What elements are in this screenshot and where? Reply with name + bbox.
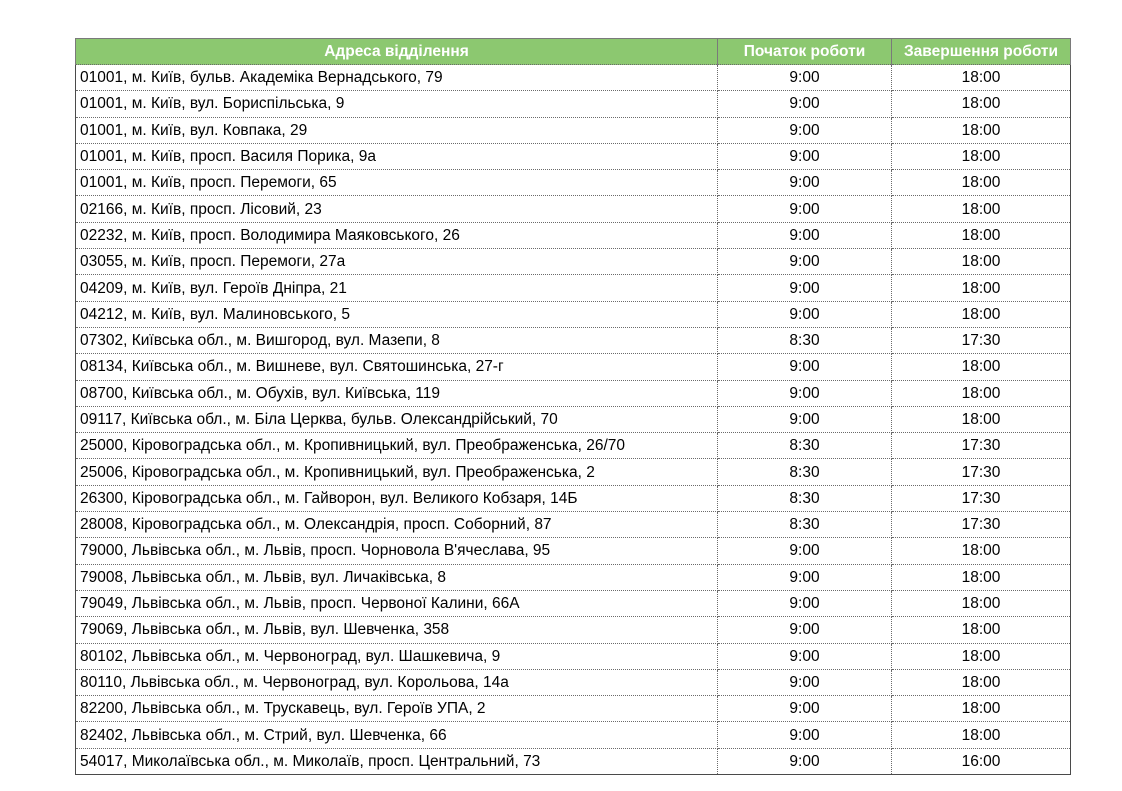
table-row [76, 222, 1071, 248]
address-cell: 79008, Львівська обл., м. Львів, вул. Личаківська, 8 [76, 564, 718, 590]
start-time-cell: 9:00 [718, 117, 892, 143]
address-cell: 80110, Львівська обл., м. Червоноград, вул. Корольова, 14а [76, 669, 718, 695]
end-time-cell: 18:00 [892, 196, 1071, 222]
end-time-cell: 18:00 [892, 249, 1071, 275]
address-cell: 82200, Львівська обл., м. Трускавець, вул. Героїв УПА, 2 [76, 696, 718, 722]
address-cell: 02232, м. Київ, просп. Володимира Маяковського, 26 [76, 222, 718, 248]
start-time-cell: 9:00 [718, 380, 892, 406]
table-row [76, 117, 1071, 143]
start-time-cell: 8:30 [718, 485, 892, 511]
table-row [76, 170, 1071, 196]
table-row [76, 301, 1071, 327]
table-row [76, 406, 1071, 432]
address-cell: 26300, Кіровоградська обл., м. Гайворон, вул. Великого Кобзаря, 14Б [76, 485, 718, 511]
start-time-cell: 9:00 [718, 406, 892, 432]
table-row [76, 722, 1071, 748]
end-time-cell: 18:00 [892, 538, 1071, 564]
start-time-cell: 9:00 [718, 222, 892, 248]
end-time-cell: 18:00 [892, 222, 1071, 248]
table-row [76, 696, 1071, 722]
start-time-cell: 9:00 [718, 696, 892, 722]
end-time-cell: 17:30 [892, 327, 1071, 353]
start-time-cell: 9:00 [718, 617, 892, 643]
column-header-address: Адреса відділення [76, 39, 718, 65]
address-cell: 02166, м. Київ, просп. Лісовий, 23 [76, 196, 718, 222]
table-row [76, 512, 1071, 538]
table-row [76, 91, 1071, 117]
end-time-cell: 18:00 [892, 380, 1071, 406]
start-time-cell: 9:00 [718, 590, 892, 616]
table-row [76, 617, 1071, 643]
start-time-cell: 9:00 [718, 643, 892, 669]
end-time-cell: 18:00 [892, 170, 1071, 196]
address-cell: 54017, Миколаївська обл., м. Миколаїв, просп. Центральний, 73 [76, 748, 718, 774]
start-time-cell: 9:00 [718, 275, 892, 301]
branches-table [75, 38, 1071, 775]
branches-table-container [75, 38, 1071, 775]
end-time-cell: 18:00 [892, 275, 1071, 301]
end-time-cell: 18:00 [892, 643, 1071, 669]
table-row [76, 669, 1071, 695]
end-time-cell: 18:00 [892, 91, 1071, 117]
start-time-cell: 8:30 [718, 327, 892, 353]
address-cell: 28008, Кіровоградська обл., м. Олександрія, просп. Соборний, 87 [76, 512, 718, 538]
address-cell: 04212, м. Київ, вул. Малиновського, 5 [76, 301, 718, 327]
start-time-cell: 8:30 [718, 459, 892, 485]
start-time-cell: 9:00 [718, 354, 892, 380]
address-cell: 09117, Київська обл., м. Біла Церква, бульв. Олександрійський, 70 [76, 406, 718, 432]
table-row [76, 380, 1071, 406]
end-time-cell: 18:00 [892, 354, 1071, 380]
table-row [76, 65, 1071, 91]
column-header-end: Завершення роботи [892, 39, 1071, 65]
address-cell: 07302, Київська обл., м. Вишгород, вул. Мазепи, 8 [76, 327, 718, 353]
address-cell: 04209, м. Київ, вул. Героїв Дніпра, 21 [76, 275, 718, 301]
end-time-cell: 17:30 [892, 459, 1071, 485]
address-cell: 79049, Львівська обл., м. Львів, просп. Червоної Калини, 66А [76, 590, 718, 616]
end-time-cell: 17:30 [892, 512, 1071, 538]
address-cell: 82402, Львівська обл., м. Стрий, вул. Шевченка, 66 [76, 722, 718, 748]
start-time-cell: 9:00 [718, 301, 892, 327]
table-row [76, 433, 1071, 459]
end-time-cell: 17:30 [892, 433, 1071, 459]
address-cell: 01001, м. Київ, просп. Перемоги, 65 [76, 170, 718, 196]
start-time-cell: 9:00 [718, 564, 892, 590]
table-body [76, 65, 1071, 775]
table-row [76, 564, 1071, 590]
address-cell: 01001, м. Київ, вул. Ковпака, 29 [76, 117, 718, 143]
table-row [76, 459, 1071, 485]
end-time-cell: 16:00 [892, 748, 1071, 774]
end-time-cell: 18:00 [892, 590, 1071, 616]
table-row [76, 327, 1071, 353]
end-time-cell: 18:00 [892, 301, 1071, 327]
end-time-cell: 18:00 [892, 669, 1071, 695]
start-time-cell: 9:00 [718, 65, 892, 91]
end-time-cell: 18:00 [892, 406, 1071, 432]
address-cell: 01001, м. Київ, вул. Бориспільська, 9 [76, 91, 718, 117]
end-time-cell: 18:00 [892, 696, 1071, 722]
address-cell: 01001, м. Київ, просп. Василя Порика, 9а [76, 143, 718, 169]
table-row [76, 590, 1071, 616]
address-cell: 25000, Кіровоградська обл., м. Кропивницький, вул. Преображенська, 26/70 [76, 433, 718, 459]
address-cell: 03055, м. Київ, просп. Перемоги, 27а [76, 249, 718, 275]
start-time-cell: 9:00 [718, 196, 892, 222]
end-time-cell: 18:00 [892, 143, 1071, 169]
table-row [76, 275, 1071, 301]
table-row [76, 196, 1071, 222]
address-cell: 08700, Київська обл., м. Обухів, вул. Київська, 119 [76, 380, 718, 406]
address-cell: 01001, м. Київ, бульв. Академіка Вернадського, 79 [76, 65, 718, 91]
address-cell: 79000, Львівська обл., м. Львів, просп. Чорновола В'ячеслава, 95 [76, 538, 718, 564]
address-cell: 25006, Кіровоградська обл., м. Кропивницький, вул. Преображенська, 2 [76, 459, 718, 485]
start-time-cell: 9:00 [718, 91, 892, 117]
table-row [76, 354, 1071, 380]
end-time-cell: 18:00 [892, 617, 1071, 643]
start-time-cell: 9:00 [718, 748, 892, 774]
start-time-cell: 9:00 [718, 143, 892, 169]
start-time-cell: 9:00 [718, 538, 892, 564]
table-row [76, 143, 1071, 169]
start-time-cell: 8:30 [718, 512, 892, 538]
start-time-cell: 9:00 [718, 249, 892, 275]
end-time-cell: 18:00 [892, 722, 1071, 748]
end-time-cell: 17:30 [892, 485, 1071, 511]
table-row [76, 643, 1071, 669]
start-time-cell: 8:30 [718, 433, 892, 459]
start-time-cell: 9:00 [718, 170, 892, 196]
table-row [76, 538, 1071, 564]
column-header-start: Початок роботи [718, 39, 892, 65]
table-row [76, 485, 1071, 511]
end-time-cell: 18:00 [892, 564, 1071, 590]
address-cell: 79069, Львівська обл., м. Львів, вул. Шевченка, 358 [76, 617, 718, 643]
table-header-row [76, 39, 1071, 65]
end-time-cell: 18:00 [892, 117, 1071, 143]
address-cell: 80102, Львівська обл., м. Червоноград, вул. Шашкевича, 9 [76, 643, 718, 669]
start-time-cell: 9:00 [718, 722, 892, 748]
start-time-cell: 9:00 [718, 669, 892, 695]
table-row [76, 249, 1071, 275]
address-cell: 08134, Київська обл., м. Вишневе, вул. Святошинська, 27-г [76, 354, 718, 380]
end-time-cell: 18:00 [892, 65, 1071, 91]
table-row [76, 748, 1071, 774]
